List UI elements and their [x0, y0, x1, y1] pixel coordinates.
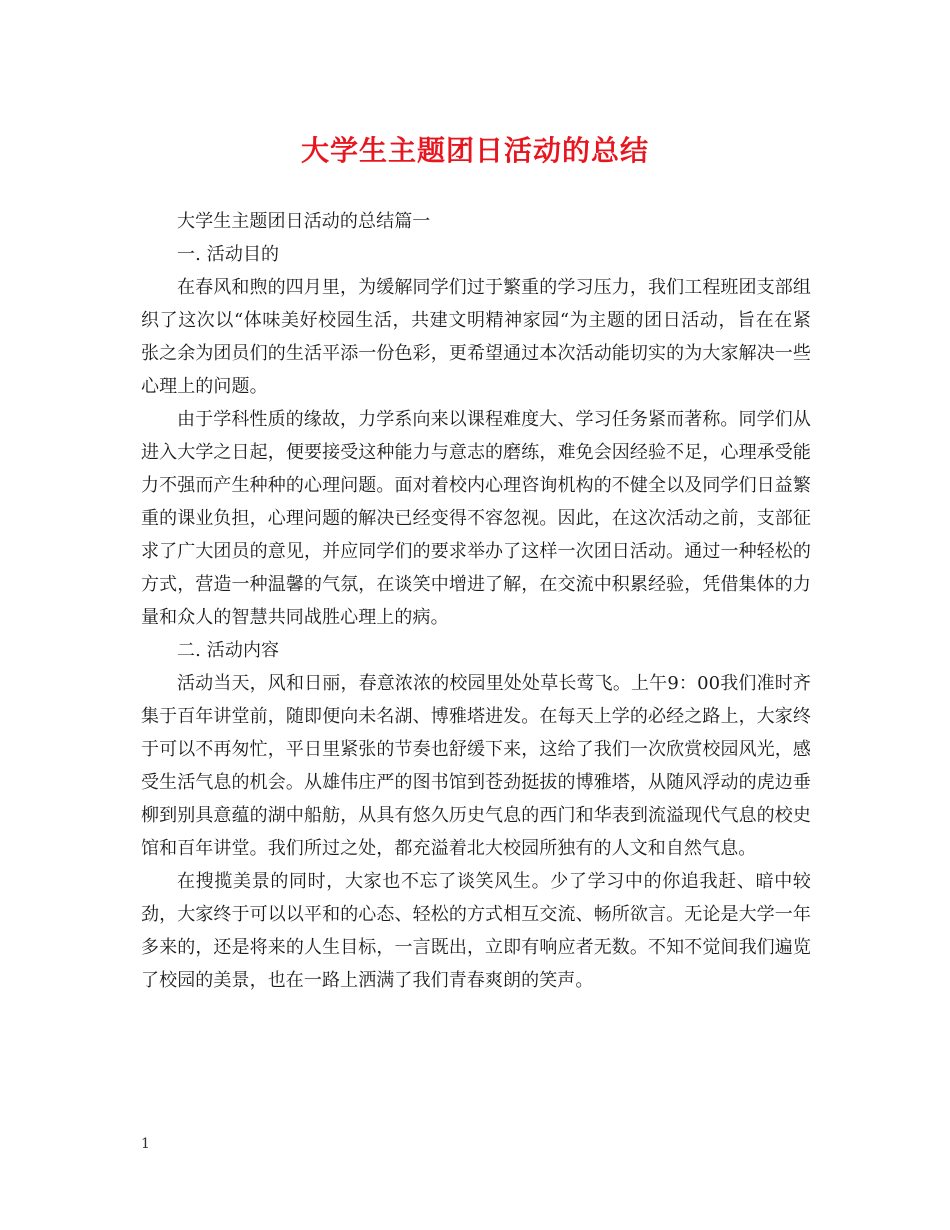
paragraph-content-2: 在搜揽美景的同时，大家也不忘了谈笑风生。少了学习中的你追我赶、暗中较劲，大家终于可以以平和的心态、轻松的方式相互交流、畅所欲言。无论是大学一年多来的，还是将来的人生目标，一言既出，立即有响应者无数。不知不觉间我们遍览了校园的美景，也在一路上洒满了我们青春爽朗的笑声。: [141, 871, 811, 991]
subsection-heading-content: 二. 活动内容: [177, 640, 280, 661]
paragraph-purpose-2: 由于学科性质的缘故，力学系向来以课程难度大、学习任务紧而著称。同学们从进入大学之日起，便要接受这种能力与意志的磨练，难免会因经验不足，心理承受能力不强而产生种种的心理问题。面对着校内心理咨询机构的不健全以及同学们日益繁重的课业负担，心理问题的解决已经变得不容忽视。因此，在这次活动之前，支部征求了广大团员的意见，并应同学们的要求举办了这样一次团日活动。通过一种轻松的方式，营造一种温馨的气氛，在谈笑中增进了解，在交流中积累经验，凭借集体的力量和众人的智慧共同战胜心理上的病。: [141, 409, 811, 628]
document-body: [141, 205, 811, 997]
page-number: 1: [141, 1136, 150, 1152]
subsection-heading-purpose: 一. 活动目的: [177, 244, 280, 265]
document-title: 大学生主题团日活动的总结: [300, 134, 649, 167]
paragraph-content-1: 活动当天，风和日丽，春意浓浓的校园里处处草长莺飞。上午9：00我们准时齐集于百年讲堂前，随即便向未名湖、博雅塔进发。在每天上学的必经之路上，大家终于可以不再匆忙，平日里紧张的节奏也舒缓下来，这给了我们一次欣赏校园风光，感受生活气息的机会。从雄伟庄严的图书馆到苍劲挺拔的博雅塔，从随风浮动的虎边垂柳到别具意蕴的湖中船舫，从具有悠久历史气息的西门和华表到流溢现代气息的校史馆和百年讲堂。我们所过之处，都充溢着北大校园所独有的人文和自然气息。: [141, 673, 811, 859]
paragraph-purpose-1: 在春风和煦的四月里，为缓解同学们过于繁重的学习压力，我们工程班团支部组织了这次以“体味美好校园生活，共建文明精神家园“为主题的团日活动，旨在在紧张之余为团员们的生活平添一份色彩，更希望通过本次活动能切实的为大家解决一些心理上的问题。: [141, 277, 811, 397]
section-heading-part-one: 大学生主题团日活动的总结篇一: [177, 211, 431, 232]
